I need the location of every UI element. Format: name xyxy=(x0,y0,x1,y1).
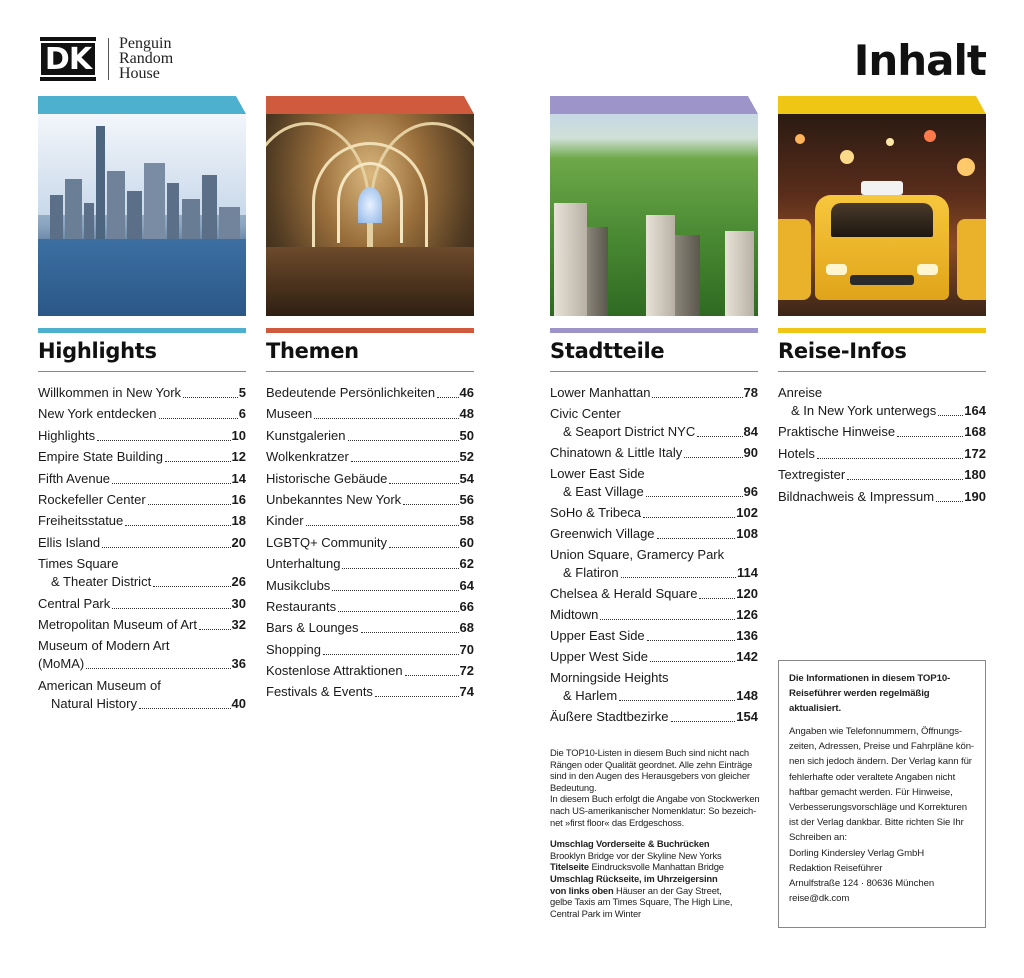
toc-entry-title: Union Square, Gramercy Park xyxy=(550,547,725,562)
dot-leader xyxy=(86,668,230,669)
info-heading-line: aktualisiert. xyxy=(789,703,842,714)
dot-leader xyxy=(361,632,459,633)
toc-entry xyxy=(266,384,474,402)
dot-leader xyxy=(697,436,742,437)
info-line: Arnulfstraße 124 · 80636 München xyxy=(789,878,935,890)
toc-entry-title: Midtown xyxy=(550,607,599,622)
dot-leader xyxy=(621,577,736,578)
toc-entry xyxy=(778,423,986,441)
toc-entry xyxy=(778,466,986,484)
dot-leader xyxy=(389,547,459,548)
page-number: 154 xyxy=(736,709,758,724)
toc-list xyxy=(778,384,986,506)
toc-entry-title: Upper East Side xyxy=(550,628,645,643)
toc-entry xyxy=(266,683,474,701)
page-number: 60 xyxy=(459,534,474,550)
page-number: 36 xyxy=(231,656,246,672)
dot-leader xyxy=(183,397,238,398)
section-highlights xyxy=(38,96,246,716)
toc-entry-title: Central Park xyxy=(38,595,111,611)
toc-entry xyxy=(550,546,758,582)
toc-entry xyxy=(266,512,474,530)
info-line: zeiten, Adressen, Preise und Fahrpläne kön- xyxy=(789,741,975,753)
note-line: net »first floor« das Erdgeschoss. xyxy=(550,816,685,828)
dot-leader xyxy=(338,611,458,612)
toc-entry-title: Historische Gebäude xyxy=(266,470,388,486)
info-line: ist der Verlag dankbar. Bitte richten Sie Ihr xyxy=(789,817,964,829)
credit-text: gelbe Taxis am Times Square, The High Line, xyxy=(550,896,733,908)
dot-leader xyxy=(671,721,736,722)
toc-entry-title-cont: & Flatiron xyxy=(563,565,619,580)
logo-divider xyxy=(108,38,109,80)
toc-entry xyxy=(38,448,246,466)
toc-entry xyxy=(266,534,474,552)
section-title: Themen xyxy=(266,339,474,372)
church-interior-photo xyxy=(266,114,474,316)
section-reise-infos xyxy=(778,96,986,509)
info-box-body xyxy=(789,724,975,906)
dot-leader xyxy=(619,700,735,701)
page-title: Inhalt xyxy=(853,36,986,85)
page-number: 64 xyxy=(459,577,474,593)
toc-entry xyxy=(550,405,758,441)
cover-credits xyxy=(550,838,760,919)
info-line: reise@dk.com xyxy=(789,893,850,905)
toc-entry-title: Wolkenkratzer xyxy=(266,449,349,465)
credit-line xyxy=(550,861,760,873)
dot-leader xyxy=(897,436,963,437)
credit-text: Häuser an der Gay Street, xyxy=(613,884,722,896)
dot-leader xyxy=(646,496,743,497)
toc-entry-title: Fifth Avenue xyxy=(38,470,111,486)
toc-entry xyxy=(778,384,986,420)
page-number: 102 xyxy=(736,505,758,520)
page-number: 46 xyxy=(459,385,474,400)
toc-entry-title: Metropolitan Museum of Art xyxy=(38,616,197,632)
toc-entry-title: Hotels xyxy=(778,445,815,461)
page-number: 5 xyxy=(238,385,246,400)
credit-line xyxy=(550,908,760,920)
toc-entry xyxy=(38,534,246,552)
page-number: 126 xyxy=(736,607,758,622)
toc-entry-title: Rockefeller Center xyxy=(38,491,146,507)
page-number: 48 xyxy=(459,406,474,422)
dot-leader xyxy=(153,586,230,587)
toc-entry-title: SoHo & Tribeca xyxy=(550,505,642,520)
note-line: sind in den Augen des Herausgebers von gleicher xyxy=(550,770,750,782)
credit-line xyxy=(550,896,760,908)
toc-entry-title: Greenwich Village xyxy=(550,526,655,541)
toc-entry xyxy=(38,427,246,445)
dk-logo-mark: DK xyxy=(40,37,96,81)
credit-text: Central Park im Winter xyxy=(550,907,641,919)
dot-leader xyxy=(647,640,736,641)
page-number: 120 xyxy=(736,586,758,601)
toc-entry xyxy=(550,648,758,666)
toc-entry-title: Bedeutende Persönlichkeiten xyxy=(266,385,436,400)
dot-leader xyxy=(159,418,238,419)
publisher-logo xyxy=(40,36,173,81)
toc-entry xyxy=(38,512,246,530)
toc-entry-title-cont: (MoMA) xyxy=(38,656,85,672)
page-number: 142 xyxy=(736,649,758,664)
toc-entry xyxy=(266,577,474,595)
page-number: 50 xyxy=(459,427,474,443)
toc-list xyxy=(266,384,474,701)
toc-entry xyxy=(38,595,246,613)
dot-leader xyxy=(936,501,963,502)
toc-entry-title: Bars & Lounges xyxy=(266,620,359,636)
toc-entry-title: Empire State Building xyxy=(38,449,164,465)
section-title: Stadtteile xyxy=(550,339,758,372)
toc-entry-title: Restaurants xyxy=(266,598,337,614)
credit-label: Titelseite xyxy=(550,861,589,873)
dot-leader xyxy=(306,525,459,526)
dot-leader xyxy=(643,517,735,518)
page-number: 84 xyxy=(743,424,758,439)
page-number: 164 xyxy=(964,403,986,418)
section-tab xyxy=(266,96,474,114)
page-number: 20 xyxy=(231,534,246,550)
toc-entry xyxy=(550,504,758,522)
toc-entry-title: American Museum of xyxy=(38,677,161,693)
toc-entry-title: Kinder xyxy=(266,513,304,529)
dot-leader xyxy=(139,708,231,709)
dot-leader xyxy=(403,504,458,505)
toc-entry xyxy=(266,470,474,488)
toc-entry xyxy=(778,445,986,463)
toc-entry-title: Lower Manhattan xyxy=(550,385,651,400)
toc-entry xyxy=(550,669,758,705)
toc-entry-title: Highlights xyxy=(38,427,96,443)
toc-entry-title: Äußere Stadtbezirke xyxy=(550,709,669,724)
toc-entry xyxy=(38,491,246,509)
info-line: Angaben wie Telefonnummern, Öffnungs- xyxy=(789,726,963,737)
page-number: 40 xyxy=(231,695,246,711)
toc-list xyxy=(550,384,758,726)
dot-leader xyxy=(437,397,458,398)
section-tab xyxy=(550,96,758,114)
page-number: 70 xyxy=(459,641,474,657)
toc-entry xyxy=(778,488,986,506)
imprint-line: House xyxy=(119,65,160,82)
page-number: 10 xyxy=(231,427,246,443)
section-rule xyxy=(550,328,758,333)
credit-text: Eindrucksvolle Manhattan Bridge xyxy=(588,861,724,873)
page-number: 52 xyxy=(459,449,474,465)
dot-leader xyxy=(657,538,736,539)
page-number: 136 xyxy=(736,628,758,643)
note-line: In diesem Buch erfolgt die Angabe von Stockwerken xyxy=(550,793,760,805)
section-title: Highlights xyxy=(38,339,246,372)
imprint-name xyxy=(119,36,173,81)
dot-leader xyxy=(199,629,231,630)
dot-leader xyxy=(699,598,735,599)
update-info-box xyxy=(778,660,986,928)
info-heading-line: Reiseführer werden regelmäßig xyxy=(789,688,930,699)
info-line: Schreiben an: xyxy=(789,832,847,844)
toc-entry xyxy=(550,384,758,402)
credit-text: Brooklyn Bridge vor der Skyline New Yorks xyxy=(550,849,722,861)
info-line: Dorling Kindersley Verlag GmbH xyxy=(789,847,925,859)
toc-entry xyxy=(38,677,246,713)
toc-entry xyxy=(550,627,758,645)
toc-entry xyxy=(38,405,246,423)
section-tab xyxy=(778,96,986,114)
dot-leader xyxy=(342,568,458,569)
toc-entry-title: Chelsea & Herald Square xyxy=(550,586,698,601)
toc-entry xyxy=(266,448,474,466)
credit-label: Umschlag Rückseite, im Uhrzeigersinn xyxy=(550,872,718,884)
toc-entry-title-cont: Natural History xyxy=(51,695,137,711)
dot-leader xyxy=(165,461,231,462)
page-number: 30 xyxy=(231,595,246,611)
section-rule xyxy=(266,328,474,333)
toc-entry-title: Bildnachweis & Impressum xyxy=(778,488,935,504)
toc-entry-title: New York entdecken xyxy=(38,406,157,422)
credit-label: von links oben xyxy=(550,884,614,896)
credit-label: Umschlag Vorderseite & Buchrücken xyxy=(550,838,710,850)
toc-entry-title-cont: & East Village xyxy=(563,484,644,499)
toc-entry xyxy=(266,619,474,637)
toc-entry-title: Museum of Modern Art xyxy=(38,638,170,654)
toc-entry-title: Freiheitsstatue xyxy=(38,513,124,529)
dot-leader xyxy=(314,418,458,419)
toc-entry-title: Times Square xyxy=(38,556,119,572)
page-number: 78 xyxy=(743,385,758,400)
page-number: 180 xyxy=(964,467,986,483)
dot-leader xyxy=(650,661,735,662)
info-line: haftbar gemacht werden. Für Hinweise, xyxy=(789,786,953,798)
page-number: 12 xyxy=(231,449,246,465)
toc-entry-title: Shopping xyxy=(266,641,321,657)
credit-line xyxy=(550,838,760,850)
dot-leader xyxy=(405,675,459,676)
toc-entry-title-cont: & Theater District xyxy=(51,574,152,590)
dot-leader xyxy=(112,483,230,484)
toc-entry xyxy=(266,427,474,445)
toc-entry-title: Musikclubs xyxy=(266,577,331,593)
toc-entry-title: Willkommen in New York xyxy=(38,385,182,400)
page-number: 68 xyxy=(459,620,474,636)
page-number: 66 xyxy=(459,598,474,614)
toc-entry-title-cont: & In New York unterwegs xyxy=(791,403,937,418)
toc-entry xyxy=(38,470,246,488)
toc-entry xyxy=(266,641,474,659)
toc-entry xyxy=(38,616,246,634)
info-line: Verbesserungsvorschläge und Korrekturen xyxy=(789,802,967,814)
page-number: 148 xyxy=(736,688,758,703)
dot-leader xyxy=(125,525,230,526)
toc-entry-title: Kostenlose Attraktionen xyxy=(266,663,403,679)
info-line: fehlerhafte oder veraltete Angaben nicht xyxy=(789,771,956,783)
section-title: Reise-Infos xyxy=(778,339,986,372)
section-rule xyxy=(38,328,246,333)
dot-leader xyxy=(375,696,459,697)
toc-entry xyxy=(550,585,758,603)
toc-entry-title: Lower East Side xyxy=(550,466,645,481)
yellow-taxi-photo xyxy=(778,114,986,316)
dot-leader xyxy=(389,483,458,484)
toc-entry-title: Unterhaltung xyxy=(266,556,341,572)
credit-line xyxy=(550,885,760,897)
toc-entry xyxy=(550,525,758,543)
toc-entry-title: Upper West Side xyxy=(550,649,649,664)
dot-leader xyxy=(323,654,459,655)
central-park-aerial-photo xyxy=(550,114,758,316)
toc-entry xyxy=(550,465,758,501)
note-line: Die TOP10-Listen in diesem Buch sind nicht nach xyxy=(550,747,749,758)
info-line: nen sich jedoch ändern. Der Verlag kann für xyxy=(789,756,972,768)
toc-entry-title: Anreise xyxy=(778,385,823,400)
page-number: 54 xyxy=(459,470,474,486)
new-york-skyline-photo xyxy=(38,114,246,316)
page-number: 172 xyxy=(964,445,986,461)
toc-entry-title: LGBTQ+ Community xyxy=(266,534,388,550)
toc-entry xyxy=(550,708,758,726)
dot-leader xyxy=(847,479,963,480)
page-number: 190 xyxy=(964,488,986,504)
page-number: 58 xyxy=(459,513,474,529)
toc-entry xyxy=(266,555,474,573)
page-number: 90 xyxy=(743,445,758,460)
section-stadtteile xyxy=(550,96,758,729)
toc-entry-title: Ellis Island xyxy=(38,534,101,550)
dot-leader xyxy=(351,461,459,462)
toc-entry xyxy=(266,491,474,509)
toc-entry xyxy=(38,384,246,402)
page-number: 74 xyxy=(459,684,474,700)
page-number: 72 xyxy=(459,663,474,679)
credit-line xyxy=(550,850,760,862)
info-heading-line: Die Informationen in diesem TOP10- xyxy=(789,673,951,684)
toc-entry-title: Morningside Heights xyxy=(550,670,669,685)
info-box-heading xyxy=(789,671,975,716)
dot-leader xyxy=(652,397,742,398)
dot-leader xyxy=(938,415,963,416)
ranking-note-text xyxy=(550,747,760,828)
toc-entry xyxy=(550,444,758,462)
page-number: 108 xyxy=(736,526,758,541)
note-line: Rängen oder Qualität geordnet. Alle zehn Einträge xyxy=(550,758,753,770)
page-number: 96 xyxy=(743,484,758,499)
toc-entry xyxy=(266,662,474,680)
page-number: 114 xyxy=(737,565,758,580)
toc-entry xyxy=(266,405,474,423)
page-number: 18 xyxy=(231,513,246,529)
toc-entry-title: Kunstgalerien xyxy=(266,427,346,443)
page-number: 6 xyxy=(238,406,246,422)
toc-entry-title: Unbekanntes New York xyxy=(266,491,402,507)
dot-leader xyxy=(684,457,742,458)
dot-leader xyxy=(97,440,230,441)
page-number: 168 xyxy=(964,424,986,440)
section-themen xyxy=(266,96,474,705)
section-rule xyxy=(778,328,986,333)
credit-line xyxy=(550,873,760,885)
toc-list xyxy=(38,384,246,713)
toc-entry-title: Museen xyxy=(266,406,313,422)
dot-leader xyxy=(817,458,963,459)
dot-leader xyxy=(112,608,230,609)
page-number: 62 xyxy=(459,556,474,572)
toc-entry-title-cont: & Seaport District NYC xyxy=(563,424,696,439)
page-number: 32 xyxy=(231,616,246,632)
toc-entry xyxy=(550,606,758,624)
toc-entry-title: Textregister xyxy=(778,467,846,483)
dot-leader xyxy=(148,504,231,505)
dot-leader xyxy=(600,619,735,620)
toc-entry-title: Chinatown & Little Italy xyxy=(550,445,683,460)
toc-entry xyxy=(38,637,246,673)
toc-entry-title-cont: & Harlem xyxy=(563,688,618,703)
toc-entry-title: Festivals & Events xyxy=(266,684,373,700)
page-number: 14 xyxy=(231,470,246,486)
page-number: 56 xyxy=(459,491,474,507)
section-tab xyxy=(38,96,246,114)
toc-entry xyxy=(266,598,474,616)
note-line: nach US-amerikanischer Nomenklatur: So bezeich- xyxy=(550,804,757,816)
note-line: Bedeutung. xyxy=(550,781,597,793)
dot-leader xyxy=(332,590,458,591)
page-number: 26 xyxy=(231,574,246,590)
toc-entry-title: Civic Center xyxy=(550,406,621,421)
toc-entry xyxy=(38,555,246,591)
dot-leader xyxy=(348,440,459,441)
ranking-note xyxy=(550,747,760,919)
page-number: 16 xyxy=(231,491,246,507)
imprint-line: Penguin xyxy=(119,35,172,52)
dot-leader xyxy=(102,547,230,548)
toc-entry-title: Praktische Hinweise xyxy=(778,424,896,440)
imprint-line: Random xyxy=(119,50,174,67)
info-line: Redaktion Reiseführer xyxy=(789,862,883,874)
